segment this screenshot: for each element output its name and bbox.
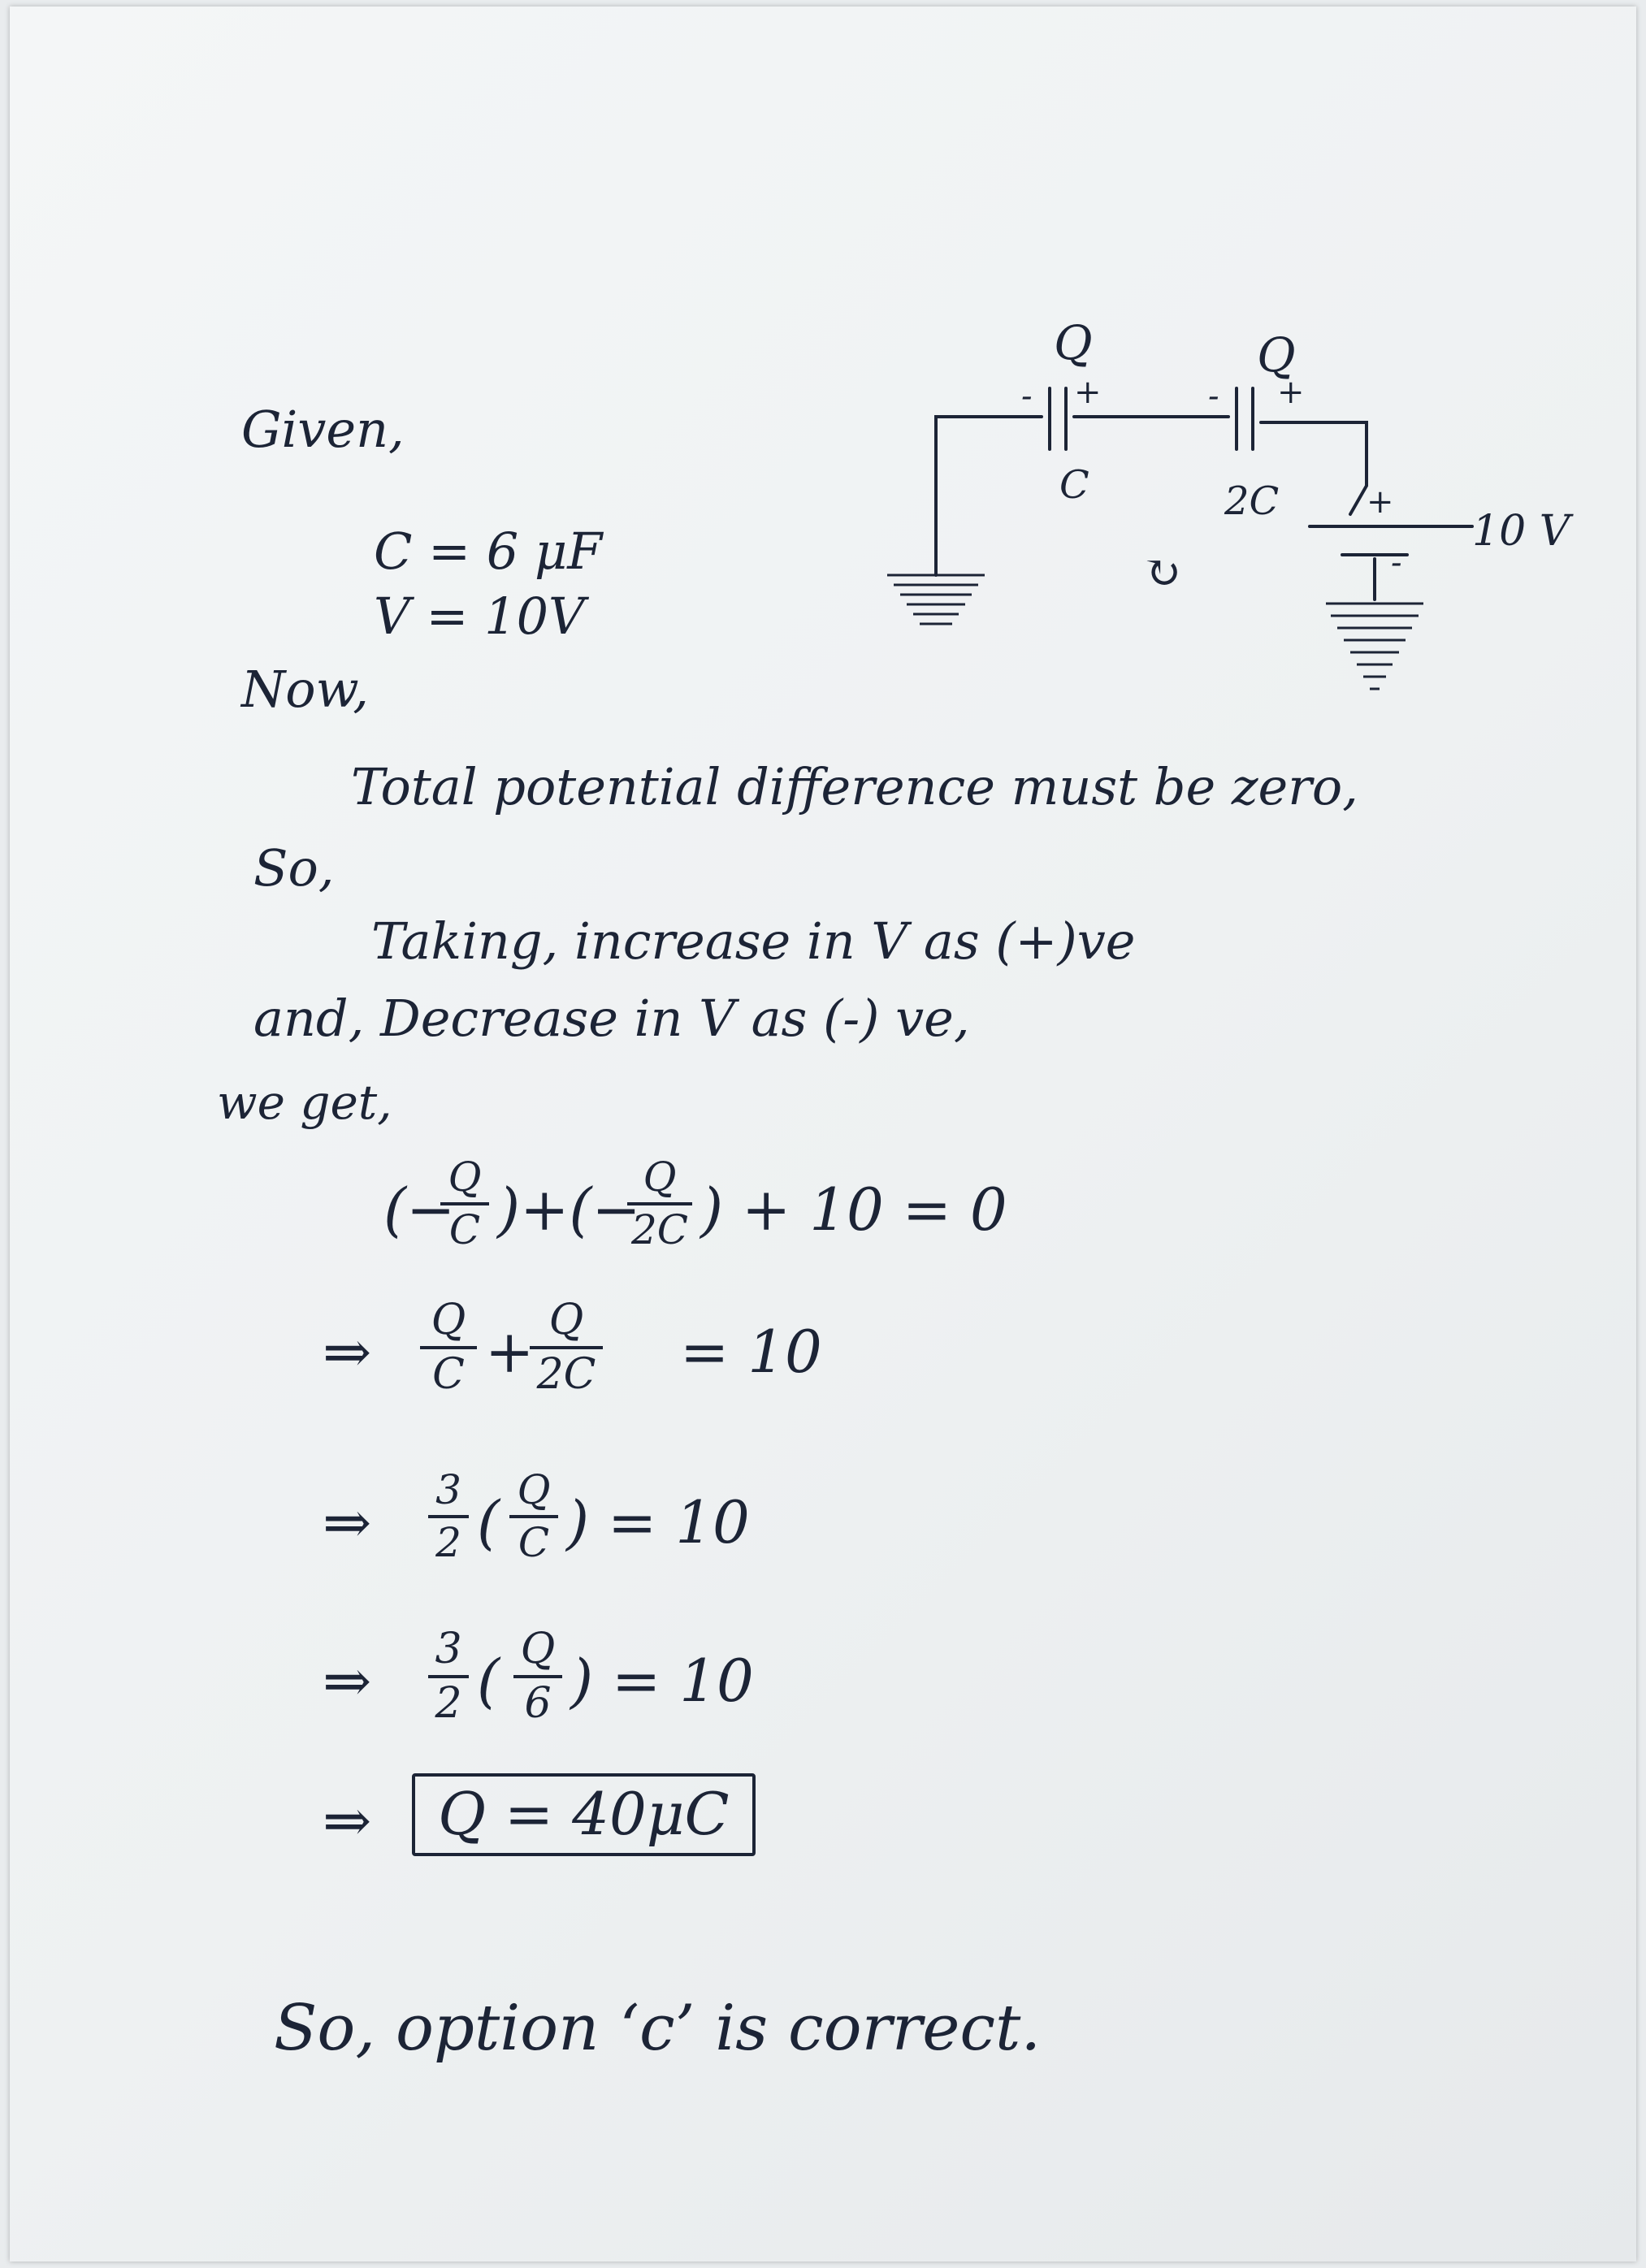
eq3-open: ( [477,1488,500,1556]
eq4-arrow: ⇒ [323,1647,372,1715]
ground-symbol-right [1326,604,1423,689]
circuit-diagram [10,6,1636,738]
so-label: So, [253,838,335,898]
eq2-tail: = 10 [680,1318,822,1386]
given-capacitance: C = 6 μF [374,522,603,581]
eq3-frac2: Q C [509,1469,558,1564]
cap1-minus: - [1021,378,1033,415]
cap2-minus: - [1208,378,1219,415]
given-voltage: V = 10V [374,586,585,646]
cap1-label: C [1059,462,1089,508]
cap2-plus: + [1277,374,1305,411]
eq1-mid: )+(− [497,1175,641,1244]
eq4-frac1: 3 2 [428,1627,469,1725]
now-label: Now, [241,660,369,719]
eq4-frac2: Q 6 [513,1627,562,1725]
eq1-open: (− [383,1175,456,1244]
statement-line: Total potential difference must be zero, [351,757,1358,816]
ground-symbol-left [887,575,985,624]
taking-line: Taking, increase in V as (+)ve [371,911,1136,971]
charge-label-1: Q [1054,315,1093,370]
eq4-tail: ) = 10 [570,1647,754,1715]
charge-label-2: Q [1257,327,1296,383]
result-box: Q = 40μC [412,1773,756,1856]
we-get-line: we get, [217,1075,392,1130]
eq2-arrow: ⇒ [323,1318,372,1386]
eq3-frac1: 3 2 [428,1469,469,1564]
battery-label: 10 V [1472,507,1570,556]
conclusion-line: So, option ‘c’ is correct. [274,1992,1042,2065]
eq1-frac1: Q C [440,1156,489,1251]
eq1-frac2: Q 2C [627,1156,692,1251]
battery-plus: + [1367,483,1394,521]
eq2-frac1: Q C [420,1298,477,1396]
given-heading: Given, [241,400,405,459]
cap1-plus: + [1074,374,1102,411]
eq4-open: ( [477,1647,500,1715]
loop-direction-icon: ↻ [1143,547,1181,599]
battery-minus: - [1391,544,1402,582]
eq3-tail: ) = 10 [566,1488,750,1556]
eq1-tail: ) + 10 = 0 [700,1175,1007,1244]
eq2-frac2: Q 2C [530,1298,603,1396]
eq5-arrow: ⇒ [323,1786,372,1855]
eq2-plus: + [485,1318,535,1386]
and-line: and, Decrease in V as (-) ve, [253,989,970,1048]
cap2-label: 2C [1224,478,1280,524]
handwritten-page [10,6,1636,2262]
eq3-arrow: ⇒ [323,1488,372,1556]
